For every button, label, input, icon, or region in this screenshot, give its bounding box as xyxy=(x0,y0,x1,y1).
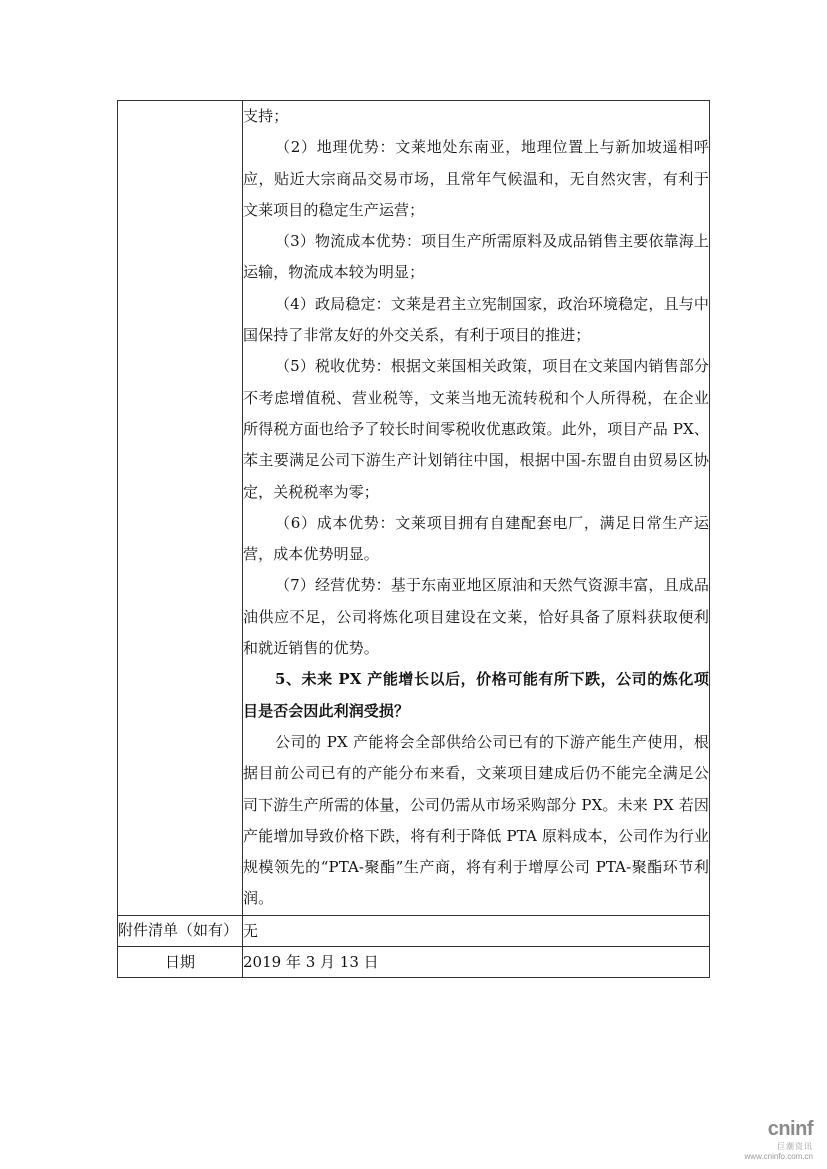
paragraph: 支持； xyxy=(243,107,289,125)
document-table xyxy=(117,100,710,978)
paragraph: （6）成本优势：文莱项目拥有自建配套电厂，满足日常生产运营，成本优势明显。 xyxy=(243,513,709,564)
watermark-subtitle: 巨潮资讯 xyxy=(777,1142,813,1151)
attachment-label: 附件清单（如有） xyxy=(118,915,243,946)
watermark-url: www.cninfo.com.cn xyxy=(744,1152,813,1161)
attachment-row xyxy=(118,915,710,946)
paragraph: 公司的 PX 产能将会全部供给公司已有的下游产能生产使用，根据目前公司已有的产能分布来看，文莱项目建成后仍不能完全满足公司下游生产所需的体量，公司仍需从市场采购部分 PX。未来 PX 若因产能增加导致价格下跌，将有利于降低 PTA 原料成本，公司作为行业规模领先的“PTA-聚酯”生产商，将有利于增厚公司 PTA-聚酯环节利润。 xyxy=(243,732,709,908)
content-row xyxy=(118,101,710,916)
date-row xyxy=(118,946,710,977)
paragraph: （3）物流成本优势：项目生产所需原料及成品销售主要依靠海上运输，物流成本较为明显； xyxy=(243,232,709,282)
attachment-value: 无 xyxy=(243,915,710,946)
content-label-cell xyxy=(118,101,243,916)
date-label: 日期 xyxy=(118,946,243,977)
date-value: 2019 年 3 月 13 日 xyxy=(243,946,710,977)
paragraph: （2）地理优势：文莱地处东南亚，地理位置上与新加坡遥相呼应，贴近大宗商品交易市场，且常年气候温和，无自然灾害，有利于文莱项目的稳定生产运营； xyxy=(243,138,709,219)
content-cell xyxy=(243,101,710,916)
question-heading: 5、未来 PX 产能增长以后，价格可能有所下跌，公司的炼化项目是否会因此利润受损？ xyxy=(243,670,709,720)
paragraph: （5）税收优势：根据文莱国相关政策，项目在文莱国内销售部分不考虑增值税、营业税等，文莱当地无流转税和个人所得税，在企业所得税方面也给予了较长时间零税收优惠政策。此外，项目产品 PX、苯主要满足公司下游生产计划销往中国，根据中国-东盟自由贸易区协定，关税税率为零； xyxy=(243,357,709,501)
cninfo-watermark xyxy=(745,1118,813,1161)
watermark-logo: cninf xyxy=(767,1118,813,1140)
paragraph: （7）经营优势：基于东南亚地区原油和天然气资源丰富，且成品油供应不足，公司将炼化项目建设在文莱，恰好具备了原料获取便利和就近销售的优势。 xyxy=(243,576,709,658)
paragraph: （4）政局稳定：文莱是君主立宪制国家，政治环境稳定，且与中国保持了非常友好的外交关系，有利于项目的推进； xyxy=(243,294,709,345)
